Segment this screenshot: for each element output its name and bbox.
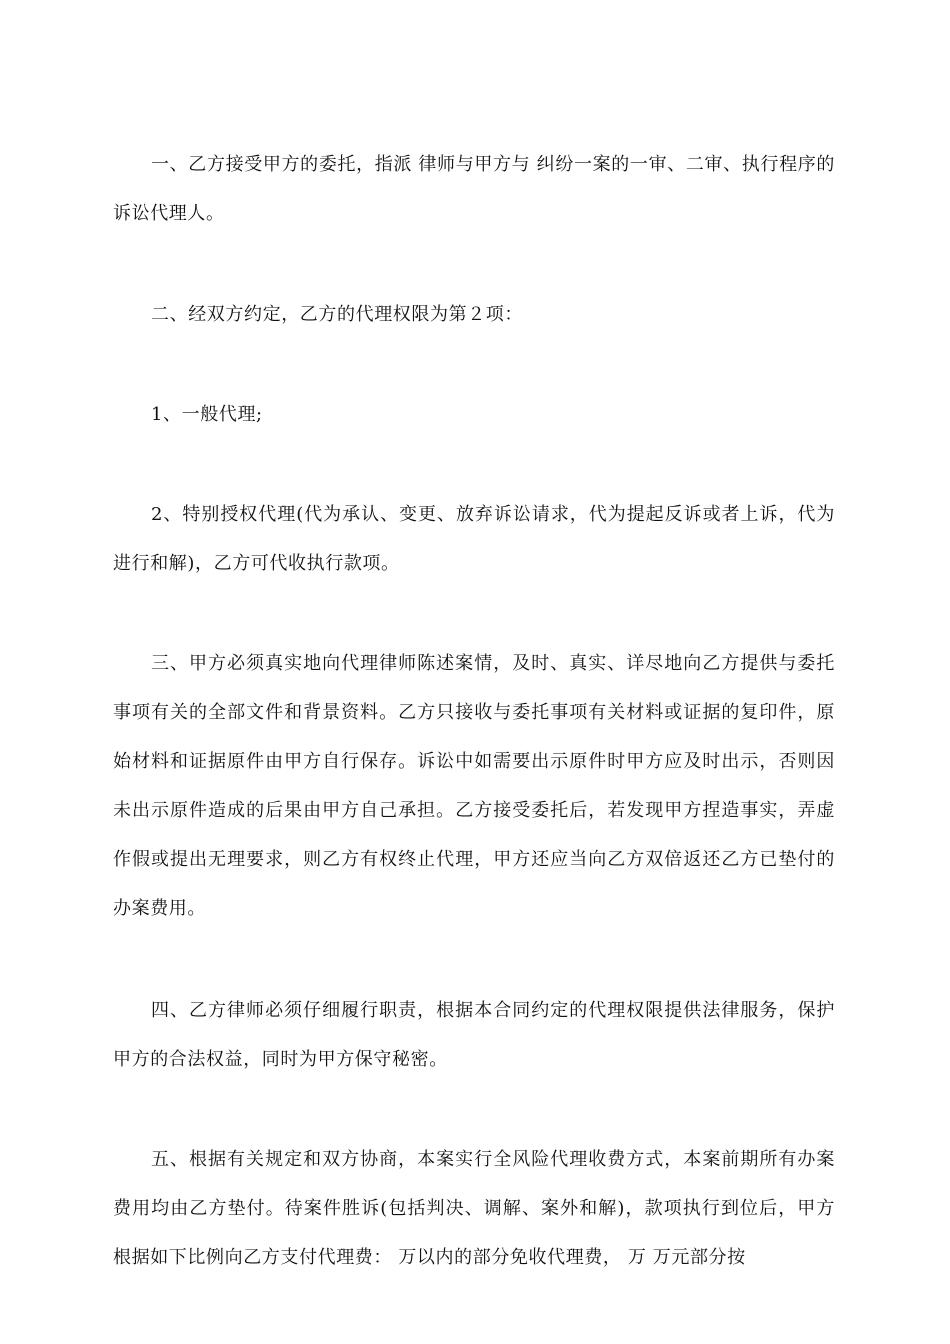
authority-option-2: 2、特别授权代理(代为承认、变更、放弃诉讼请求，代为提起反诉或者上诉，代为进行和解)，乙方可代收执行款项。	[113, 504, 835, 574]
clause-3-paragraph: 三、甲方必须真实地向代理律师陈述案情，及时、真实、详尽地向乙方提供与委托事项有关的全部文件和背景资料。乙方只接收与委托事项有关材料或证据的复印件，原始材料和证据原件由甲方自行保存。诉讼中如需要出示原件时甲方应及时出示，否则因未出示原件造成的后果由甲方自己承担。乙方接受委托后，若发现甲方捏造事实，弄虚作假或提出无理要求，则乙方有权终止代理，甲方还应当向乙方双倍返还乙方已垫付的办案费用。	[113, 653, 835, 919]
clause-4-paragraph: 四、乙方律师必须仔细履行职责，根据本合同约定的代理权限提供法律服务，保护甲方的合法权益，同时为甲方保守秘密。	[113, 1000, 835, 1070]
clause-5-paragraph: 五、根据有关规定和双方协商，本案实行全风险代理收费方式，本案前期所有办案费用均由乙方垫付。待案件胜诉(包括判决、调解、案外和解)，款项执行到位后，甲方根据如下比例向乙方支付代理费： 万以内的部分免收代理费， 万 万元部分按	[113, 1149, 835, 1268]
clause-1-paragraph: 一、乙方接受甲方的委托，指派 律师与甲方与 纠纷一案的一审、二审、执行程序的诉讼代理人。	[113, 154, 835, 224]
clause-2-paragraph: 二、经双方约定，乙方的代理权限为第２项：	[151, 304, 523, 325]
authority-option-1: 1、一般代理;	[151, 404, 263, 425]
